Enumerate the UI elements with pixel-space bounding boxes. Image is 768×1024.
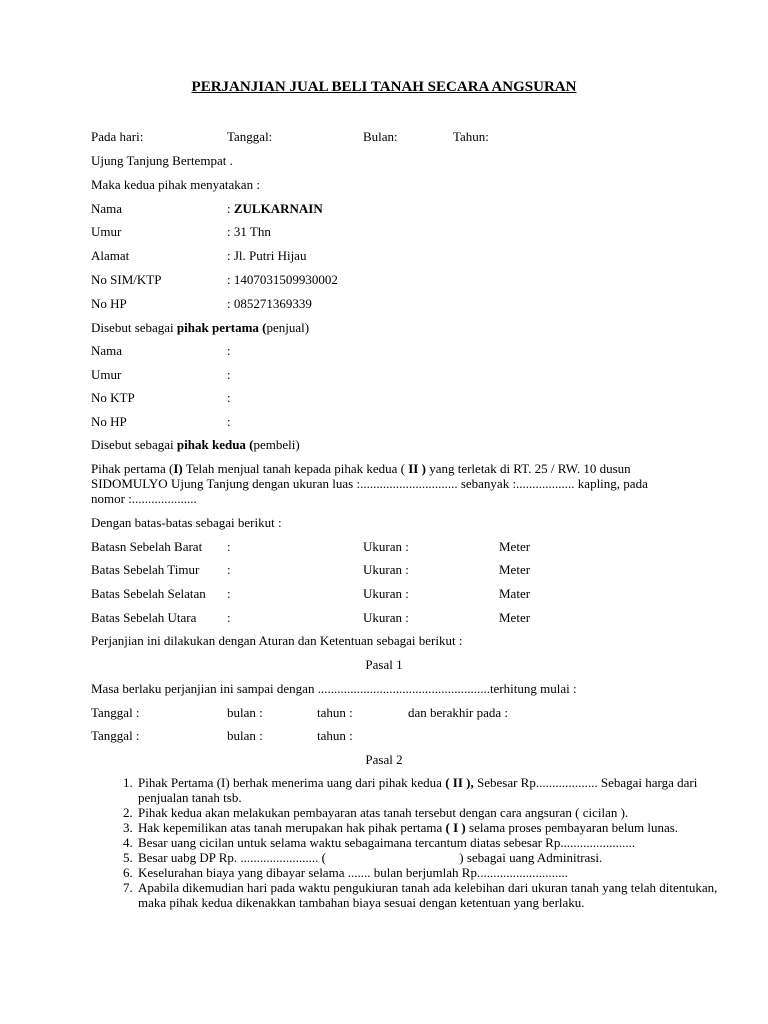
intro-line: Maka kedua pihak menyatakan :	[91, 177, 260, 192]
p2-disebut: Disebut sebagai pihak kedua (pembeli)	[91, 437, 300, 452]
label-bulan: Bulan:	[363, 129, 398, 144]
p2-hp-label: No HP	[91, 414, 127, 429]
list-item: 2. Pihak kedua akan melakukan pembayaran atas tanah tersebut dengan cara angsuran ( cicilan ).	[136, 805, 736, 820]
pasal1-bulan-end: bulan :	[227, 728, 263, 743]
batas-sep: :	[227, 586, 231, 601]
p1-umur-value: : 31 Thn	[227, 224, 271, 239]
batas-label: Batas Sebelah Selatan	[91, 586, 206, 601]
pasal1-bulan: bulan :	[227, 705, 263, 720]
p2-umur-value: :	[227, 367, 231, 382]
batas-sep: :	[227, 562, 231, 577]
list-item: 5. Besar uabg DP Rp. ........................ ( ) sebagai uang Adminitrasi.	[136, 850, 736, 865]
list-item: 1. Pihak Pertama (I) berhak menerima uang dari pihak kedua ( II ), Sebesar Rp................... Sebagai harga dari penjualan tanah tsb.	[136, 775, 736, 805]
batas-unit: Meter	[499, 610, 531, 625]
batas-intro: Dengan batas-batas sebagai berikut :	[91, 515, 282, 530]
p1-alamat-value: : Jl. Putri Hijau	[227, 248, 307, 263]
batas-label: Batas Sebelah Timur	[91, 562, 200, 577]
p1-disebut: Disebut sebagai pihak pertama (penjual)	[91, 320, 310, 335]
p2-ktp-label: No KTP	[91, 390, 135, 405]
p1-nama-label: Nama	[91, 201, 123, 216]
p1-hp-label: No HP	[91, 296, 127, 311]
pasal1-tanggal: Tanggal :	[91, 705, 140, 720]
aturan-intro: Perjanjian ini dilakukan dengan Aturan dan Ketentuan sebagai berikut :	[91, 633, 463, 648]
pasal1-berakhir: dan berakhir pada :	[408, 705, 508, 720]
pasal1-tahun: tahun :	[317, 705, 353, 720]
p2-umur-label: Umur	[91, 367, 122, 382]
list-item: 7. Apabila dikemudian hari pada waktu pengukiuran tanah ada kelebihan dari ukuran tanah yang telah ditentukan, maka pihak kedua dikenakkan tambahan biaya sesuai dengan ketentuan yang berlaku.	[136, 880, 736, 910]
p1-ktp-label: No SIM/KTP	[91, 272, 162, 287]
list-item: 6. Keselurahan biaya yang dibayar selama ....... bulan berjumlah Rp............................	[136, 865, 736, 880]
p2-nama-value: :	[227, 343, 231, 358]
document-title: PERJANJIAN JUAL BELI TANAH SECARA ANGSURAN	[191, 79, 577, 95]
batas-label: Batasn Sebelah Barat	[91, 539, 203, 554]
batas-ukuran: Ukuran :	[363, 562, 409, 577]
pasal2-heading: Pasal 2	[365, 752, 403, 767]
list-item: 3. Hak kepemilikan atas tanah merupakan hak pihak pertama ( I ) selama proses pembayaran belum lunas.	[136, 820, 736, 835]
pasal1-masa: Masa berlaku perjanjian ini sampai dengan .....................................................terhitung mulai :	[91, 681, 577, 696]
batas-label: Batas Sebelah Utara	[91, 610, 197, 625]
p1-ktp-value: : 1407031509930002	[227, 272, 338, 287]
p1-alamat-label: Alamat	[91, 248, 130, 263]
p1-hp-value: : 085271369339	[227, 296, 312, 311]
place-line: Ujung Tanjung Bertempat .	[91, 153, 233, 168]
batas-unit: Mater	[499, 586, 531, 601]
batas-sep: :	[227, 610, 231, 625]
p2-ktp-value: :	[227, 390, 231, 405]
batas-unit: Meter	[499, 562, 531, 577]
list-item: 4. Besar uang cicilan untuk selama waktu sebagaimana tercantum diatas sebesar Rp.......................	[136, 835, 736, 850]
p1-nama-value: : ZULKARNAIN	[227, 201, 323, 216]
label-tahun: Tahun:	[453, 129, 489, 144]
pasal2-list	[91, 775, 736, 910]
p1-umur-label: Umur	[91, 224, 122, 239]
label-hari: Pada hari:	[91, 129, 144, 144]
tanah-paragraph: Pihak pertama (I) Telah menjual tanah kepada pihak kedua ( II ) yang terletak di RT. 25 / RW. 10 dusun SIDOMULYO Ujung Tanjung dengan ukuran luas :.............................. sebanyak :.................. kapling, pada nomor :....................	[91, 461, 648, 506]
p2-nama-label: Nama	[91, 343, 123, 358]
pasal1-heading: Pasal 1	[365, 657, 403, 672]
pasal1-tanggal-end: Tanggal :	[91, 728, 140, 743]
pasal1-tahun-end: tahun :	[317, 728, 353, 743]
p2-hp-value: :	[227, 414, 231, 429]
batas-ukuran: Ukuran :	[363, 539, 409, 554]
batas-ukuran: Ukuran :	[363, 610, 409, 625]
batas-unit: Meter	[499, 539, 531, 554]
batas-ukuran: Ukuran :	[363, 586, 409, 601]
label-tanggal: Tanggal:	[227, 129, 273, 144]
batas-sep: :	[227, 539, 231, 554]
